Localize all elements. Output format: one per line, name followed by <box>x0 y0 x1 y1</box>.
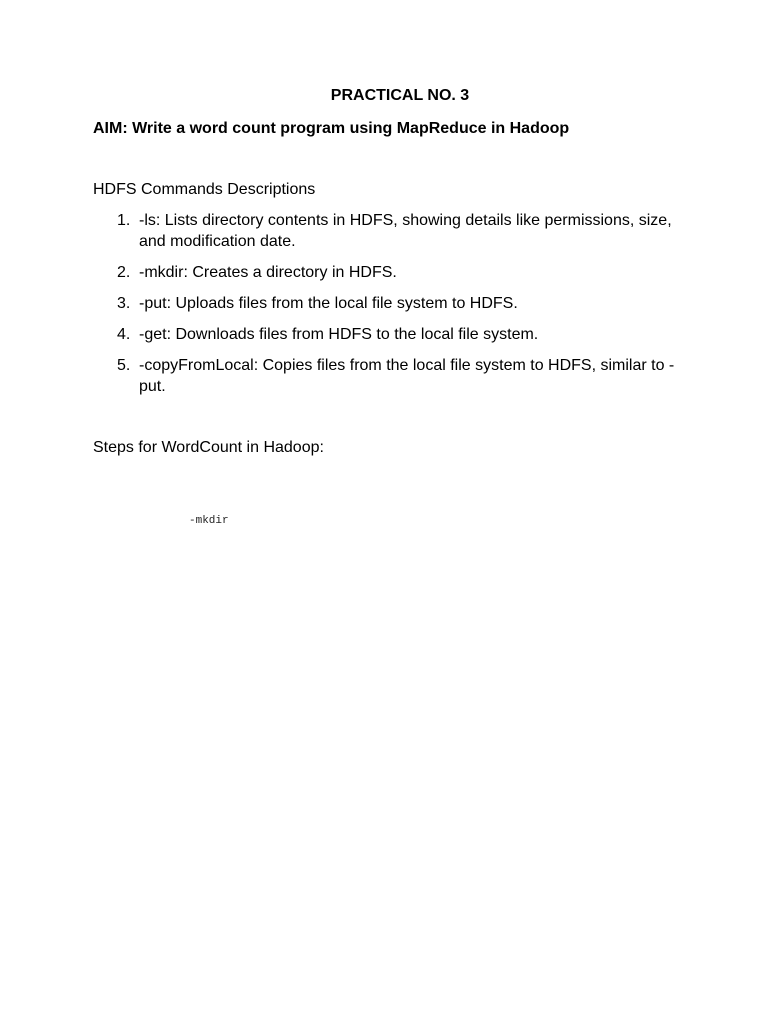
list-item-text: -get: Downloads files from HDFS to the local file system. <box>139 326 539 343</box>
wordcount-steps-heading: Steps for WordCount in Hadoop: <box>93 439 324 456</box>
list-item-number: 1. <box>117 212 131 229</box>
hdfs-commands-list <box>93 210 693 407</box>
hdfs-commands-heading: HDFS Commands Descriptions <box>93 181 316 198</box>
list-item-text: -copyFromLocal: Copies files from the local file system to HDFS, similar to -put. <box>139 357 675 395</box>
list-item <box>93 262 693 283</box>
list-item-text: -put: Uploads files from the local file system to HDFS. <box>139 295 518 312</box>
list-item <box>93 324 693 345</box>
list-item-number: 2. <box>117 264 131 281</box>
list-item-number: 4. <box>117 326 131 343</box>
list-item-text: -ls: Lists directory contents in HDFS, showing details like permissions, size, and modification date. <box>139 212 672 250</box>
list-item-number: 5. <box>117 357 131 374</box>
page-title: PRACTICAL NO. 3 <box>330 87 470 104</box>
code-snippet: -mkdir <box>189 515 229 527</box>
aim-heading: AIM: Write a word count program using MapReduce in Hadoop <box>93 120 570 137</box>
list-item-number: 3. <box>117 295 131 312</box>
list-item-text: -mkdir: Creates a directory in HDFS. <box>139 264 397 281</box>
list-item <box>93 210 693 252</box>
list-item <box>93 355 693 397</box>
list-item <box>93 293 693 314</box>
